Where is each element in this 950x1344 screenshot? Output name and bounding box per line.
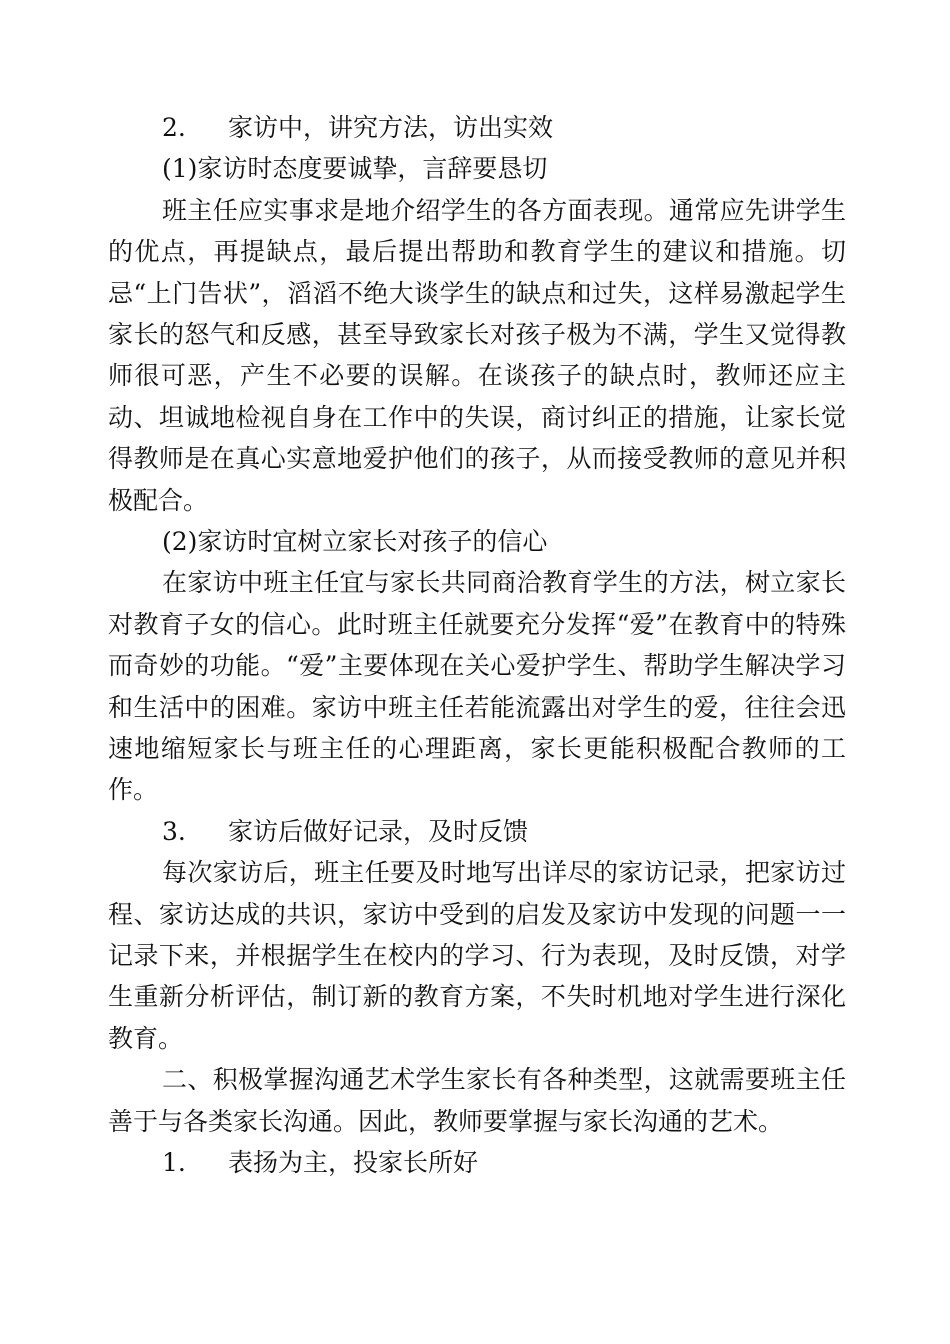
heading-text: 家访后做好记录，及时反馈 xyxy=(228,816,529,846)
subheading-1: (1)家访时态度要诚挚，言辞要恳切 xyxy=(162,154,548,184)
heading-number: 3. xyxy=(162,816,186,846)
paragraph-4: 二、积极掌握沟通艺术学生家长有各种类型，这就需要班主任善于与各类家长沟通。因此，教师要掌握与家长沟通的艺术。 xyxy=(108,1065,846,1136)
heading-text: 表扬为主，投家长所好 xyxy=(228,1148,479,1178)
paragraph-1: 班主任应实事求是地介绍学生的各方面表现。通常应先讲学生的优点，再提缺点，最后提出帮助和教育学生的建议和措施。切忌“上门告状”，滔滔不绝大谈学生的缺点和过失，这样易激起学生家长的怒气和反感，甚至导致家长对孩子极为不满，学生又觉得教师很可恶，产生不必要的误解。在谈孩子的缺点时，教师还应主动、坦诚地检视自身在工作中的失误，商讨纠正的措施，让家长觉得教师是在真心实意地爱护他们的孩子，从而接受教师的意见并积极配合。 xyxy=(108,195,846,515)
section-heading-1 xyxy=(108,1142,846,1183)
subheading-2: (2)家访时宜树立家长对孩子的信心 xyxy=(162,527,548,557)
paragraph-2: 在家访中班主任宜与家长共同商洽教育学生的方法，树立家长对教育子女的信心。此时班主任就要充分发挥“爱”在教育中的特殊而奇妙的功能。“爱”主要体现在关心爱护学生、帮助学生解决学习和生活中的困难。家访中班主任若能流露出对学生的爱，往往会迅速地缩短家长与班主任的心理距离，家长更能积极配合教师的工作。 xyxy=(108,568,846,805)
document-body xyxy=(108,107,846,1183)
section-heading-2 xyxy=(108,107,846,148)
heading-number: 2. xyxy=(162,113,186,142)
section-heading-3 xyxy=(108,811,846,852)
heading-number: 1. xyxy=(162,1148,186,1178)
heading-text: 家访中，讲究方法，访出实效 xyxy=(228,113,554,142)
paragraph-3: 每次家访后，班主任要及时地写出详尽的家访记录，把家访过程、家访达成的共识，家访中受到的启发及家访中发现的问题一一记录下来，并根据学生在校内的学习、行为表现，及时反馈，对学生重新分析评估，制订新的教育方案，不失时机地对学生进行深化教育。 xyxy=(108,858,846,1053)
